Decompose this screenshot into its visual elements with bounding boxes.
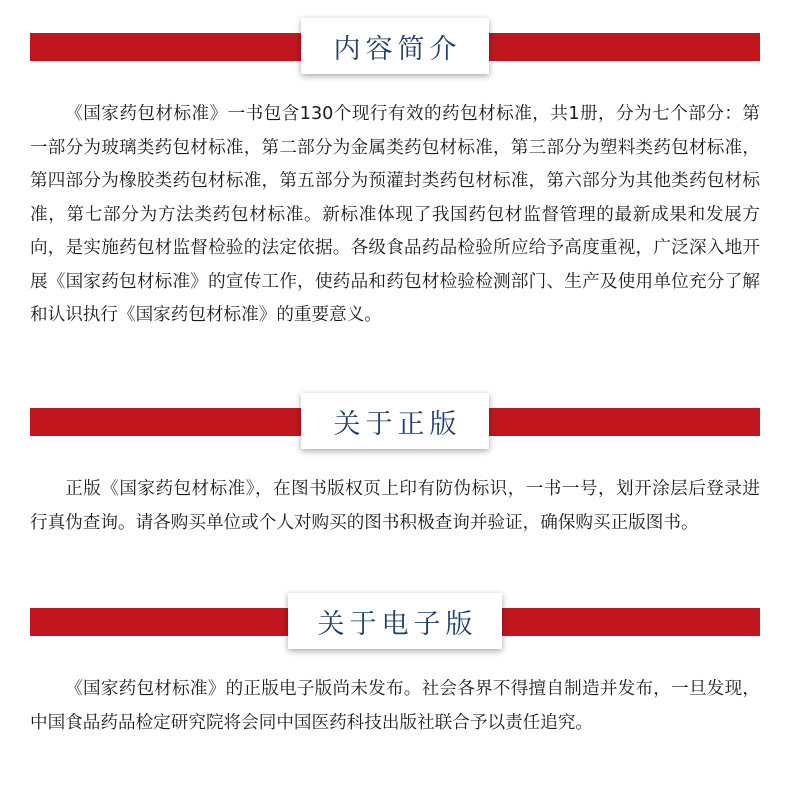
section-title: 内容简介 [333,33,462,65]
section-intro-paragraph: 《国家药包材标准》一书包含130个现行有效的药包材标准，共1册，分为七个部分：第一部分为玻璃类药包材标准，第二部分为金属类药包材标准，第三部分为塑料类药包材标准，第四部分为橡胶类药包材标准，第五部分为预灌封类药包材标准，第六部分为其他类药包材标准，第七部分为方法类药包材标准。新标准体现了我国药包材监督管理的最新成果和发展方向，是实施药包材监督检验的法定依据。各级食品药品检验所应给予高度重视，广泛深入地开展《国家药包材标准》的宣传工作，使药品和药包材检验检测部门、生产及使用单位充分了解和认识执行《国家药包材标准》的重要意义。 [30,104,760,325]
section-title-box [288,593,502,649]
section-genuine-header [0,390,790,450]
section-ebook-header [0,590,790,650]
section-genuine-paragraph: 正版《国家药包材标准》，在图书版权页上印有防伪标识，一书一号，划开涂层后登录进行真伪查询。请各购买单位或个人对购买的图书积极查询并验证，确保购买正版图书。 [30,479,760,533]
section-intro-header [0,15,790,75]
section-title: 关于正版 [333,408,462,440]
section-ebook [0,590,790,650]
section-genuine [0,390,790,450]
section-title-box [301,18,489,74]
section-title: 关于电子版 [317,608,478,640]
section-title-box [301,393,489,449]
section-ebook-paragraph: 《国家药包材标准》的正版电子版尚未发布。社会各界不得擅自制造并发布，一旦发现，中国食品药品检定研究院将会同中国医药科技出版社联合予以责任追究。 [30,679,760,733]
section-intro [0,15,790,75]
